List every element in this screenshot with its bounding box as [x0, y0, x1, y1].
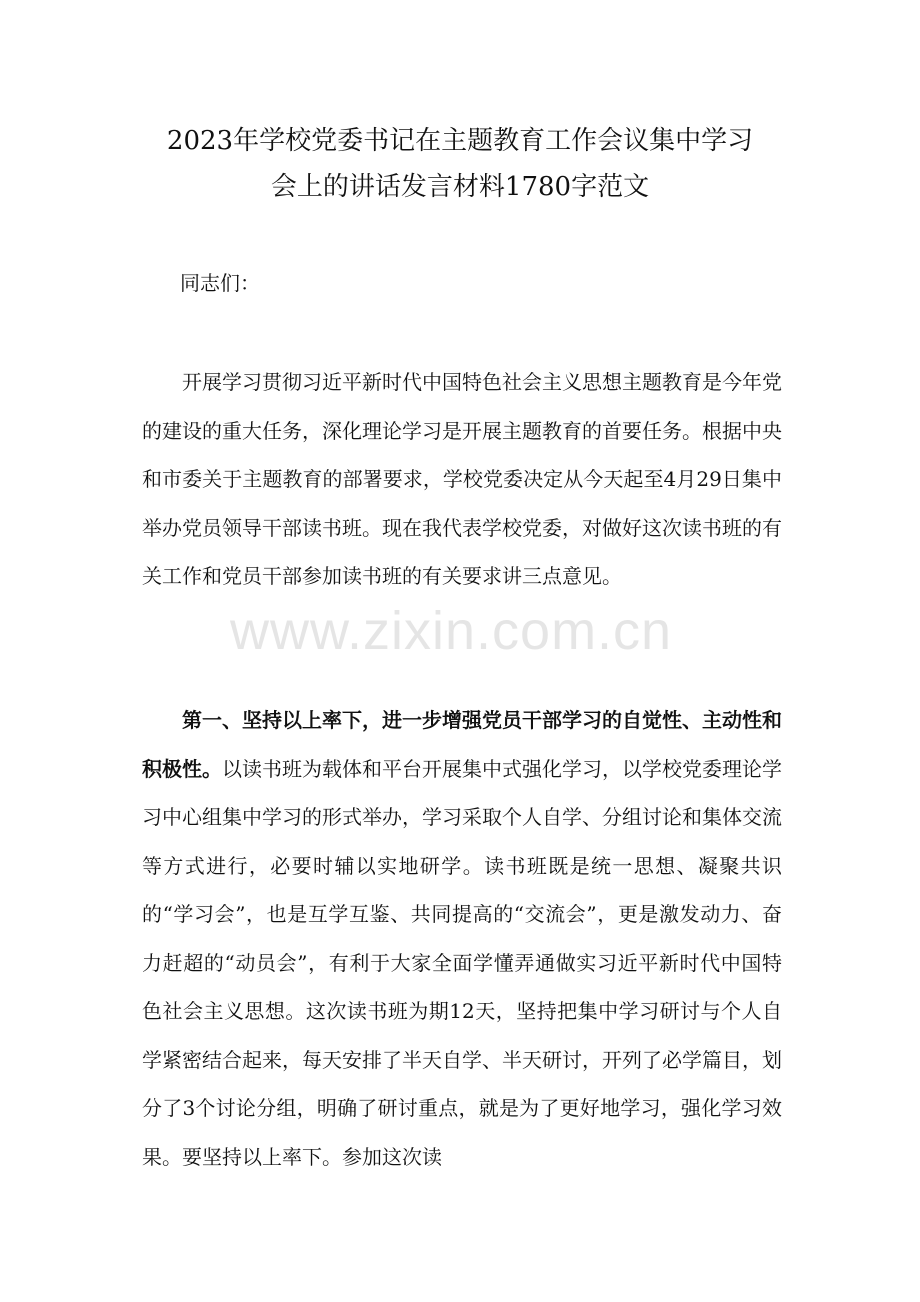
greeting: 同志们：	[180, 271, 260, 295]
title-line-2: 会上的讲话发言材料1780字范文	[270, 172, 650, 202]
title-line-1: 2023年学校党委书记在主题教育工作会议集中学习	[166, 126, 754, 156]
paragraph-2-body: 以读书班为载体和平台开展集中式强化学习，以学校党委理论学习中心组集中学习的形式举办，学习采取个人自学、分组讨论和集体交流等方式进行，必要时辅以实地研学。读书班既是统一思想、凝聚共识的“学习会”，也是互学互鉴、共同提高的“交流会”，更是激发动力、奋力赶超的“动员会”，有利于大家全面学懂弄通做实习近平新时代中国特色社会主义思想。这次读书班为期12天，坚持把集中学习研讨与个人自学紧密结合起来，每天安排了半天自学、半天研讨，开列了必学篇目，划分了3个讨论分组，明确了研讨重点，就是为了更好地学习，强化学习效果。要坚持以上率下。参加这次读	[142, 756, 782, 1169]
document-title	[110, 118, 810, 210]
paragraph-2-lead: 第一、坚持以上率下，进一步增强党员干部学习的自觉性、主动性和积极性。	[142, 708, 782, 781]
paragraph-1: 开展学习贯彻习近平新时代中国特色社会主义思想主题教育是今年党的建设的重大任务，深化理论学习是开展主题教育的首要任务。根据中央和市委关于主题教育的部署要求，学校党委决定从今天起至4月29日集中举办党员领导干部读书班。现在我代表学校党委，对做好这次读书班的有关工作和党员干部参加读书班的有关要求讲三点意见。	[142, 370, 782, 588]
paragraph-2	[142, 696, 782, 1181]
watermark: www.zixin.com.cn	[230, 601, 673, 661]
